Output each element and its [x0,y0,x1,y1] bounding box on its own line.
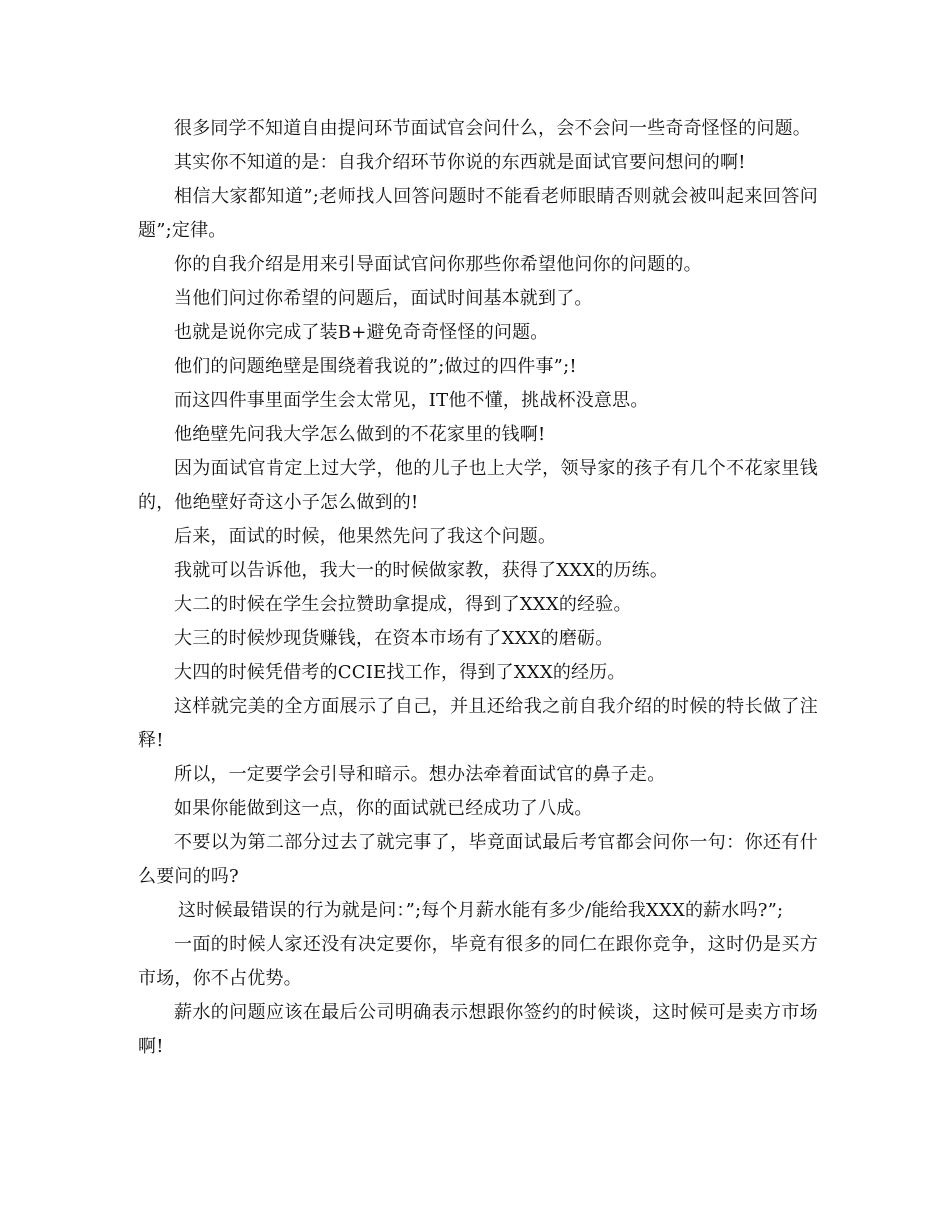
paragraph: 相信大家都知道”;老师找人回答问题时不能看老师眼睛否则就会被叫起来回答问题”;定律。 [138,186,818,241]
paragraph: 你的自我介绍是用来引导面试官问你那些你希望他问你的问题的。 [174,254,702,275]
paragraph: 所以，一定要学会引导和暗示。想办法牵着面试官的鼻子走。 [174,764,666,785]
paragraph: 他们的问题绝壁是围绕着我说的”;做过的四件事”;! [174,356,577,377]
paragraph: 薪水的问题应该在最后公司明确表示想跟你签约的时候谈，这时候可是卖方市场啊! [138,1002,818,1057]
paragraph: 其实你不知道的是：自我介绍环节你说的东西就是面试官要问想问的啊! [174,152,746,173]
paragraph: 大二的时候在学生会拉赞助拿提成，得到了XXX的经验。 [174,594,632,615]
paragraph: 不要以为第二部分过去了就完事了，毕竟面试最后考官都会问你一句：你还有什么要问的吗? [138,832,818,887]
paragraph: 当他们问过你希望的问题后，面试时间基本就到了。 [174,288,593,309]
paragraph: 我就可以告诉他，我大一的时候做家教，获得了XXX的历练。 [174,560,669,581]
paragraph: 因为面试官肯定上过大学，他的儿子也上大学，领导家的孩子有几个不花家里钱的，他绝壁好奇这小子怎么做到的! [138,458,818,513]
paragraph: 大四的时候凭借考的CCIE找工作，得到了XXX的经历。 [174,662,626,683]
document-body [138,112,818,1064]
paragraph: 很多同学不知道自由提问环节面试官会问什么，会不会问一些奇奇怪怪的问题。 [174,118,811,139]
paragraph: 大三的时候炒现货赚钱，在资本市场有了XXX的磨砺。 [174,628,614,649]
paragraph: 如果你能做到这一点，你的面试就已经成功了八成。 [174,798,593,819]
paragraph: 后来，面试的时候，他果然先问了我这个问题。 [174,526,557,547]
paragraph: 一面的时候人家还没有决定要你，毕竟有很多的同仁在跟你竞争，这时仍是买方市场，你不占优势。 [138,934,818,989]
paragraph: 这样就完美的全方面展示了自己，并且还给我之前自我介绍的时候的特长做了注释! [138,696,818,751]
paragraph: 而这四件事里面学生会太常见，IT他不懂，挑战杯没意思。 [174,390,649,411]
paragraph: 也就是说你完成了装B+避免奇奇怪怪的问题。 [174,322,549,343]
paragraph: 他绝壁先问我大学怎么做到的不花家里的钱啊! [174,424,546,445]
paragraph: 这时候最错误的行为就是问：”;每个月薪水能有多少/能给我XXX的薪水吗?”; [178,900,784,921]
